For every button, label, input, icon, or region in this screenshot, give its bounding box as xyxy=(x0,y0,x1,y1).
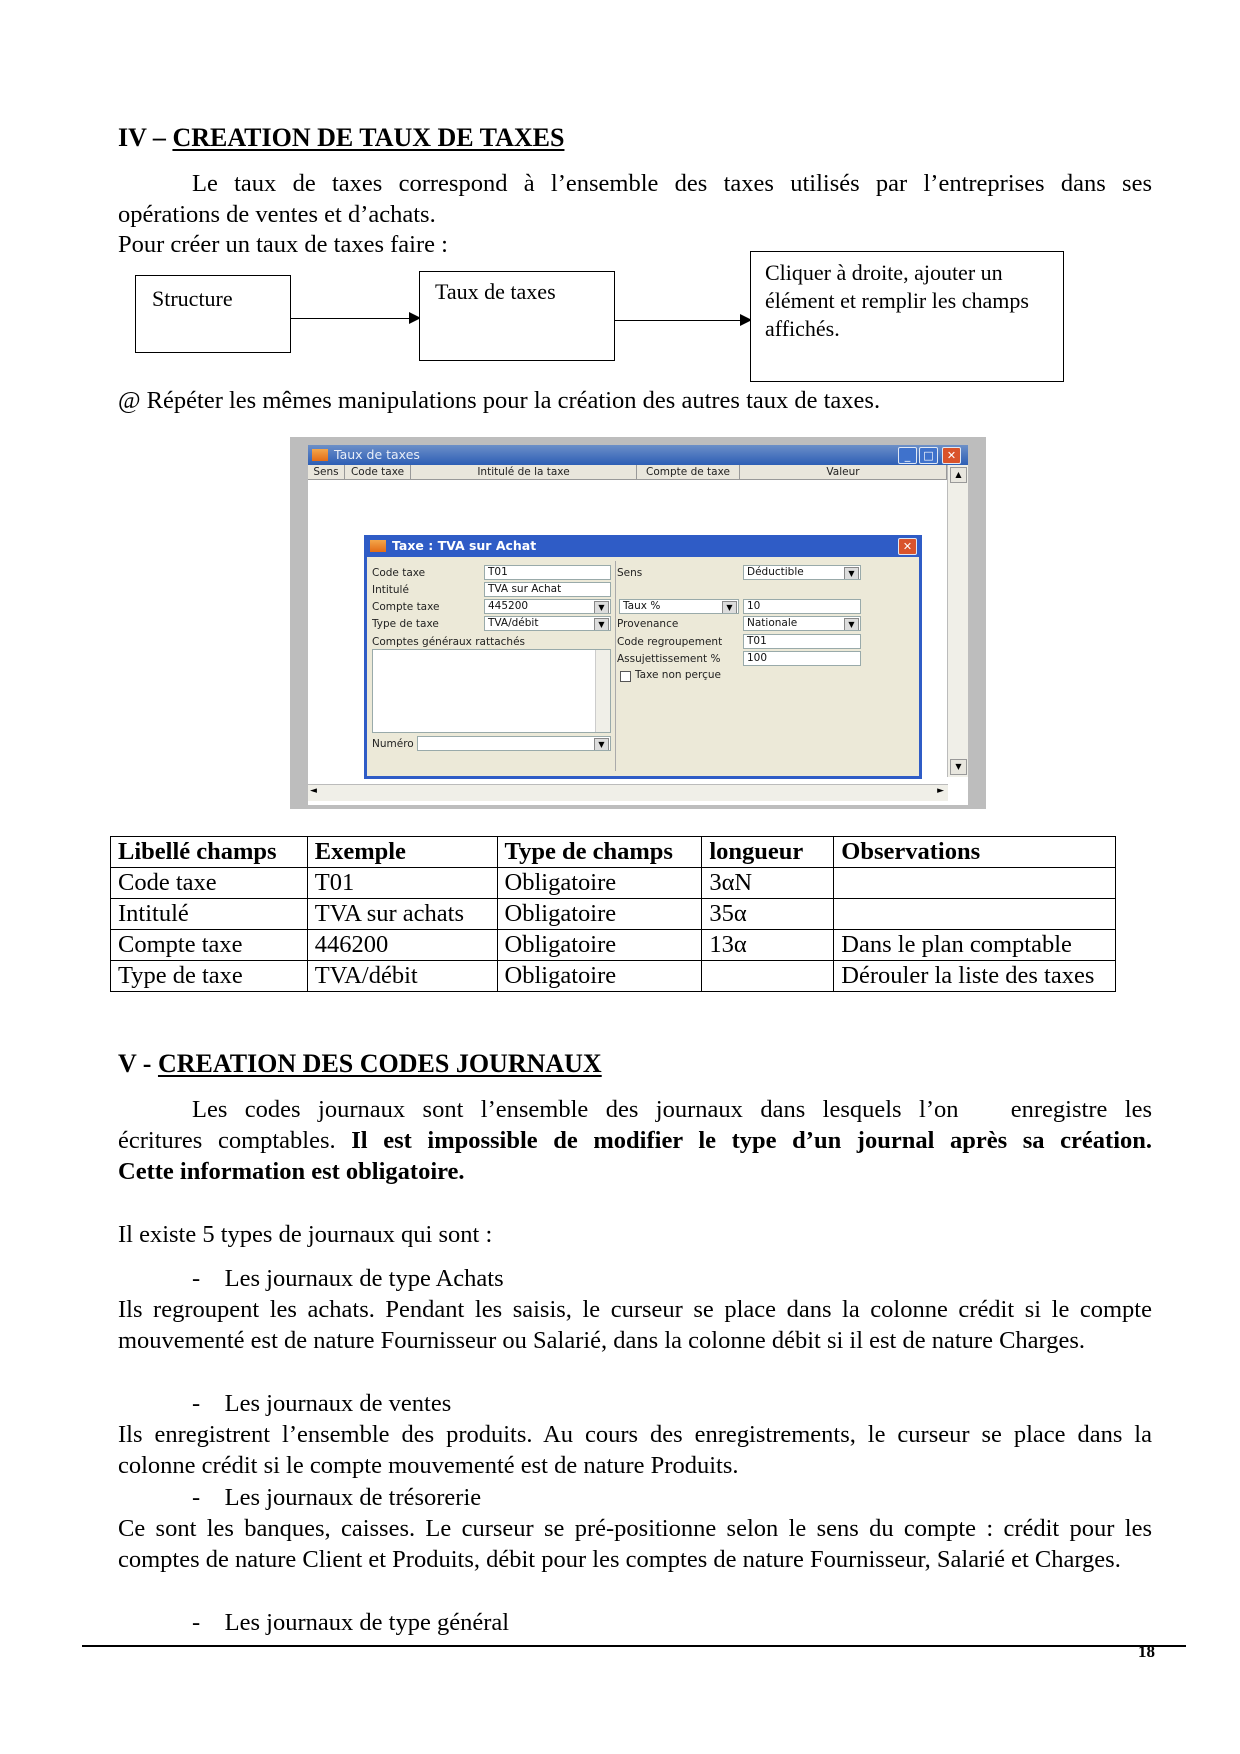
type-title: Les journaux de type Achats xyxy=(224,1265,504,1292)
dialog-close-icon[interactable]: ✕ xyxy=(898,538,917,555)
para1-bold: Il est impossible de modifier le type d’un journal après sa création. xyxy=(351,1127,1153,1154)
scroll-down-icon[interactable]: ▼ xyxy=(950,759,967,775)
table-row xyxy=(111,868,1116,899)
taux-select[interactable] xyxy=(619,599,739,614)
chevron-down-icon[interactable]: ▼ xyxy=(722,601,737,614)
col-intitule[interactable]: Intitulé de la taxe xyxy=(411,465,637,480)
intro-line-1: Le taux de taxes correspond à l’ensemble des taxes utilisés par l’entreprises dans ses xyxy=(192,170,1152,197)
type-taxe-select[interactable] xyxy=(484,616,611,631)
para1-line3: Cette information est obligatoire. xyxy=(118,1158,465,1185)
list-scrollbar[interactable] xyxy=(595,650,610,732)
section-title: CREATION DES CODES JOURNAUX xyxy=(157,1049,602,1078)
table-cell: Dans le plan comptable xyxy=(834,930,1116,961)
provenance-select[interactable] xyxy=(743,616,861,631)
flow-step-action: Cliquer à droite, ajouter un élément et remplir les champs affichés. xyxy=(750,251,1064,382)
table-cell xyxy=(834,868,1116,899)
table-cell: T01 xyxy=(307,868,497,899)
chevron-down-icon[interactable]: ▼ xyxy=(594,738,609,751)
chevron-down-icon[interactable]: ▼ xyxy=(594,618,609,631)
col-sens[interactable]: Sens xyxy=(308,465,345,480)
close-icon[interactable]: ✕ xyxy=(942,447,961,464)
types-intro: Il existe 5 types de journaux qui sont : xyxy=(118,1221,493,1248)
para1-plain: écritures comptables. xyxy=(118,1127,336,1154)
table-cell: 35α xyxy=(702,899,834,930)
table-header: Exemple xyxy=(307,837,497,868)
scroll-up-icon[interactable]: ▲ xyxy=(950,467,967,483)
intro-line-2: opérations de ventes et d’achats. xyxy=(118,201,436,228)
scroll-right-icon[interactable]: ► xyxy=(937,786,944,796)
type-general-title: - Les journaux de type général xyxy=(192,1609,510,1636)
chevron-down-icon[interactable]: ▼ xyxy=(844,618,859,631)
minimize-icon[interactable]: _ xyxy=(898,447,917,464)
window-title: Taux de taxes xyxy=(334,447,420,462)
window-titlebar xyxy=(308,445,968,465)
howto-text: Pour créer un taux de taxes faire : xyxy=(118,231,448,258)
table-header-row xyxy=(111,837,1116,868)
comptes-rattaches-label: Comptes généraux rattachés xyxy=(372,636,526,648)
para1-line1: Les codes journaux sont l’ensemble des journaux dans lesquels l’on enregistre les xyxy=(192,1096,1152,1123)
sens-label: Sens xyxy=(617,567,643,579)
window-client xyxy=(308,465,968,805)
table-cell: TVA/débit xyxy=(307,961,497,992)
taxe-non-percue-label: Taxe non perçue xyxy=(635,669,721,681)
type-tresorerie-title: - Les journaux de trésorerie xyxy=(192,1484,482,1511)
table-cell: 13α xyxy=(702,930,834,961)
chevron-down-icon[interactable]: ▼ xyxy=(844,567,859,580)
footer-rule xyxy=(82,1645,1186,1647)
fields-table xyxy=(110,836,1116,992)
flow-step-taux: Taux de taxes xyxy=(419,271,615,361)
dialog-icon xyxy=(370,540,386,552)
type-title: Les journaux de type général xyxy=(224,1609,510,1636)
chevron-down-icon[interactable]: ▼ xyxy=(594,601,609,614)
col-valeur[interactable]: Valeur xyxy=(740,465,947,480)
table-cell: Obligatoire xyxy=(497,961,702,992)
taux-de-taxes-window xyxy=(290,437,986,809)
taxe-dialog xyxy=(364,535,922,779)
section-4-heading xyxy=(118,123,564,153)
table-cell: Obligatoire xyxy=(497,899,702,930)
taxe-non-percue-checkbox[interactable] xyxy=(620,671,631,682)
taux-input[interactable]: 10 xyxy=(743,599,861,614)
app-icon xyxy=(312,449,328,461)
maximize-icon[interactable]: □ xyxy=(919,447,938,464)
section-title: CREATION DE TAUX DE TAXES xyxy=(172,123,565,152)
table-row xyxy=(111,930,1116,961)
type-ventes-desc: Ils enregistrent l’ensemble des produits. Au cours des enregistrements, le curseur se place dans la colonne crédit si le compte mouvementé est de nature Produits. xyxy=(118,1421,1152,1479)
table-cell: 446200 xyxy=(307,930,497,961)
table-header: Type de champs xyxy=(497,837,702,868)
col-code-taxe[interactable]: Code taxe xyxy=(345,465,411,480)
code-regroupement-label: Code regroupement xyxy=(617,636,723,648)
type-tresorerie-desc: Ce sont les banques, caisses. Le curseur se pré-positionne selon le sens du compte : crédit pour les comptes de nature Client et Produits, débit pour les comptes de nature Fournisseur, Salarié et Charges. xyxy=(118,1515,1152,1573)
col-compte[interactable]: Compte de taxe xyxy=(637,465,740,480)
scroll-left-icon[interactable]: ◄ xyxy=(310,786,317,796)
table-header: Libellé champs xyxy=(111,837,308,868)
table-cell: Code taxe xyxy=(111,868,308,899)
code-taxe-label: Code taxe xyxy=(372,567,426,579)
dialog-title: Taxe : TVA sur Achat xyxy=(392,538,537,553)
type-taxe-value: TVA/débit xyxy=(488,617,539,629)
table-cell: 3αN xyxy=(702,868,834,899)
flow-arrow-1 xyxy=(291,318,419,319)
intitule-label: Intitulé xyxy=(372,584,409,596)
compte-taxe-value: 445200 xyxy=(488,600,529,612)
assujettissement-input[interactable]: 100 xyxy=(743,651,861,666)
compte-taxe-select[interactable] xyxy=(484,599,611,614)
table-cell: Compte taxe xyxy=(111,930,308,961)
compte-taxe-label: Compte taxe xyxy=(372,601,440,613)
section-5-heading xyxy=(118,1049,602,1079)
repeat-note: @ Répéter les mêmes manipulations pour la création des autres taux de taxes. xyxy=(118,387,881,414)
code-regroupement-input[interactable]: T01 xyxy=(743,634,861,649)
type-taxe-label: Type de taxe xyxy=(372,618,439,630)
table-cell: TVA sur achats xyxy=(307,899,497,930)
flow-step-structure: Structure xyxy=(135,275,291,353)
assujettissement-label: Assujettissement % xyxy=(617,653,721,665)
section-number: V - xyxy=(118,1049,152,1078)
vertical-scrollbar[interactable] xyxy=(947,465,968,777)
provenance-label: Provenance xyxy=(617,618,679,630)
sens-select[interactable] xyxy=(743,565,861,580)
provenance-value: Nationale xyxy=(747,617,798,629)
type-achats-desc: Ils regroupent les achats. Pendant les saisis, le curseur se place dans la colonne crédit si le compte mouvementé est de nature Fournisseur ou Salarié, dans la colonne débit si il est de nature Charges. xyxy=(118,1296,1152,1354)
intitule-input[interactable]: TVA sur Achat xyxy=(484,582,611,597)
sens-value: Déductible xyxy=(747,566,804,578)
type-achats-title: - Les journaux de type Achats xyxy=(192,1265,504,1292)
table-row xyxy=(111,961,1116,992)
section-number: IV – xyxy=(118,123,166,152)
type-ventes-title: - Les journaux de ventes xyxy=(192,1390,452,1417)
flow-arrow-2 xyxy=(615,320,750,321)
table-cell xyxy=(702,961,834,992)
comptes-rattaches-list[interactable] xyxy=(372,649,611,733)
taux-label: Taux % xyxy=(623,600,661,612)
table-cell: Type de taxe xyxy=(111,961,308,992)
table-header: Observations xyxy=(834,837,1116,868)
para1-line2 xyxy=(118,1125,1152,1156)
numero-select[interactable] xyxy=(417,736,611,751)
code-taxe-input[interactable]: T01 xyxy=(484,565,611,580)
table-cell xyxy=(834,899,1116,930)
table-cell: Intitulé xyxy=(111,899,308,930)
type-title: Les journaux de trésorerie xyxy=(224,1484,482,1511)
type-title: Les journaux de ventes xyxy=(224,1390,452,1417)
table-cell: Obligatoire xyxy=(497,868,702,899)
table-row xyxy=(111,899,1116,930)
dialog-body xyxy=(367,557,919,776)
page-number: 18 xyxy=(1138,1642,1155,1661)
numero-label: Numéro xyxy=(372,738,414,750)
column-divider xyxy=(615,561,616,771)
table-cell: Dérouler la liste des taxes xyxy=(834,961,1116,992)
table-cell: Obligatoire xyxy=(497,930,702,961)
horizontal-scrollbar[interactable] xyxy=(308,784,948,801)
table-header: longueur xyxy=(702,837,834,868)
